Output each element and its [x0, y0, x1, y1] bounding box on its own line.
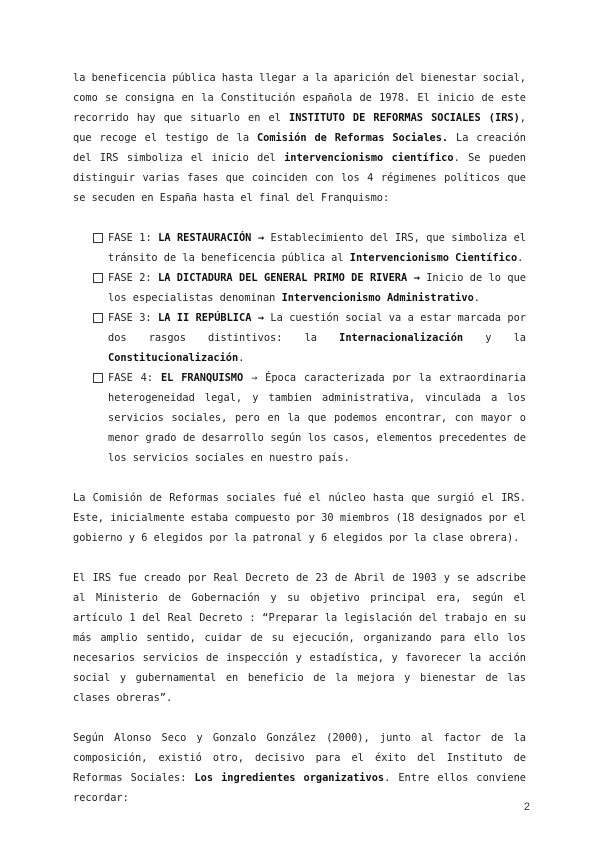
fase-text: Inicio de lo que los especialistas denominan	[108, 272, 526, 304]
fase-label: FASE 1:	[108, 232, 159, 244]
ingredientes-term: Los ingredientes organizativos	[194, 772, 385, 784]
fase-text-mid: y la	[463, 332, 526, 344]
fase-item-3	[93, 308, 526, 368]
irs-name: INSTITUTO DE REFORMAS SOCIALES (IRS)	[289, 112, 520, 124]
fase-label: FASE 2:	[108, 272, 158, 284]
fase-term: Intervencionismo Administrativo	[281, 292, 474, 304]
fase-text-end: .	[517, 252, 524, 264]
intervencionismo-term: intervencionismo científico	[284, 152, 454, 164]
fase-text: → Época caracterizada por la extraordinaria heterogeneidad legal, y tambien administrativa, vinculada a los servicios sociales, pero en la que podemos encontrar, con mayor o menor grado de desarrollo según los casos, elementos precedentes de los servicios sociales en nuestro país.	[108, 372, 526, 464]
checkbox-bullet-icon	[93, 373, 103, 383]
paragraph-comision: La Comisión de Reformas sociales fué el núcleo hasta que surgió el IRS. Este, inicialmente estaba compuesto por 30 miembros (18 designados por el gobierno y 6 elegidos por la patronal y 6 elegidos por la clase obrera).	[73, 492, 526, 544]
page-number: 2	[523, 801, 530, 813]
fase-term-2: Constitucionalización	[108, 352, 239, 364]
fase-text-end: .	[238, 352, 245, 364]
fase-title: LA II REPÚBLICA →	[158, 312, 264, 324]
fase-text-end: .	[473, 292, 480, 304]
fase-item-1	[93, 228, 526, 268]
paragraph-real-decreto: El IRS fue creado por Real Decreto de 23 de Abril de 1903 y se adscribe al Ministerio de Gobernación y su objetivo principal era, según el artículo 1 del Real Decreto : “Preparar la legislación del trabajo en su más amplio sentido, cuidar de su ejecución, organizando para ello los necesarios servicios de inspección y estadística, y favorecer la acción social y gubernamental en beneficio de la mejora y bienestar de las clases obreras”.	[73, 572, 526, 704]
para4-text-1: Según Alonso Seco y Gonzalo González (2000), junto al factor de la composición, existió otro, decisivo para el éxito del Instituto de Reformas Sociales:	[73, 732, 526, 784]
fase-item-4	[93, 368, 526, 468]
checkbox-bullet-icon	[93, 233, 103, 243]
intro-text-1: la beneficencia pública hasta llegar a la aparición del bienestar social, como se consigna en la Constitución española de 1978. El inicio de este recorrido hay que situarlo en el	[73, 72, 526, 124]
document-page	[73, 68, 526, 828]
intro-text-3: La creación del IRS simboliza el inicio del	[73, 132, 526, 164]
fase-text: Establecimiento del IRS, que simboliza el tránsito de la beneficencia pública al	[108, 232, 526, 264]
checkbox-bullet-icon	[93, 313, 103, 323]
fase-term: Internacionalización	[339, 332, 464, 344]
comision-name: Comisión de Reformas Sociales.	[256, 132, 449, 144]
para4-text-2: . Entre ellos conviene recordar:	[73, 772, 526, 804]
intro-text-4: . Se pueden distinguir varias fases que coinciden con los 4 régimenes políticos que se secuden en España hasta el final del Franquismo:	[73, 152, 526, 204]
fase-item-2	[93, 268, 526, 308]
intro-text-2: , que recoge el testigo de la	[73, 112, 526, 144]
paragraph-ingredientes	[73, 728, 526, 808]
intro-paragraph	[73, 68, 526, 208]
checkbox-bullet-icon	[93, 273, 103, 283]
fase-label: FASE 4:	[108, 372, 161, 384]
fase-label: FASE 3:	[108, 312, 158, 324]
fase-title: LA DICTADURA DEL GENERAL PRIMO DE RIVERA →	[158, 272, 420, 284]
fase-term: Intervencionismo Científico	[349, 252, 518, 264]
fase-title: EL FRANQUISMO	[160, 372, 244, 384]
fase-text: La cuestión social va a estar marcada por dos rasgos distintivos: la	[108, 312, 526, 344]
fases-list	[73, 228, 526, 468]
fase-title: LA RESTAURACIÓN →	[158, 232, 265, 244]
